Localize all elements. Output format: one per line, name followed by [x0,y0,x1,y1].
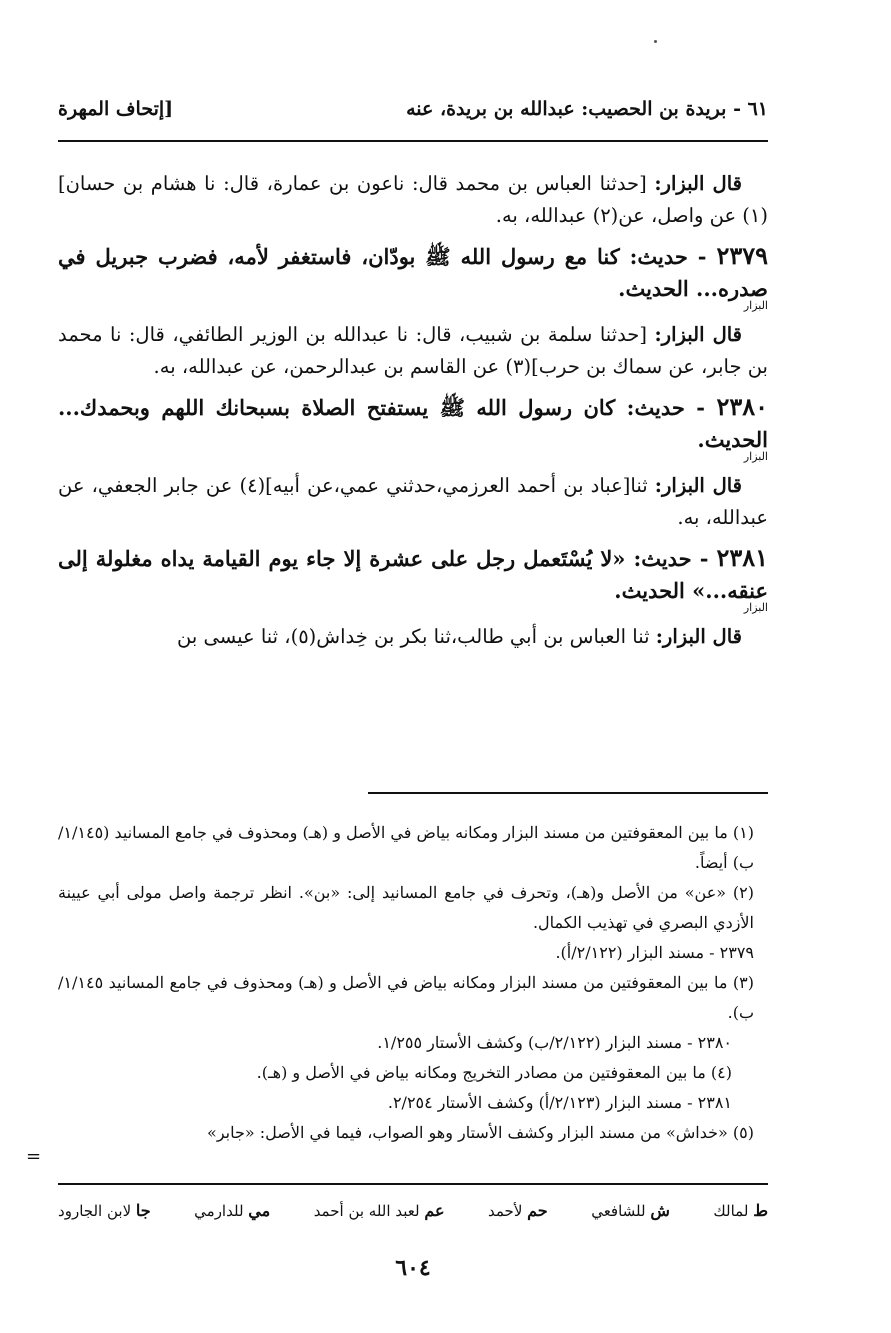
abbreviation-desc: لمالك [713,1202,749,1220]
abbreviation-code: مي [248,1201,271,1220]
footnote: ٢٣٨٠ - مسند البزار (٢/١٢٢/ب) وكشف الأستار ١/٢٥٥. [377,1033,732,1052]
footnote: ٢٣٨١ - مسند البزار (٢/١٢٣/أ) وكشف الأستار ٢/٢٥٤. [387,1093,732,1112]
hadith-text: - حديث: كان رسول الله ﷺ يستفتح الصلاة بسبحانك اللهم وبحمدك... الحديث. [58,395,768,452]
abbreviation-code: ط [753,1201,768,1220]
footnote: (٥) «خداش» من مسند البزار وكشف الأستار وهو الصواب، فيما في الأصل: «جابر» [207,1123,754,1142]
footnote: (٤) ما بين المعقوفتين من مصادر التخريج ومكانه بياض في الأصل و (هـ). [256,1063,732,1082]
book-title: [إتحاف المهرة [58,98,174,120]
abbreviation-code: ش [650,1201,670,1220]
abbreviation-item [488,1198,548,1224]
isnad-paragraph [58,470,768,534]
abbreviation-desc: لعبد الله بن أحمد [313,1202,420,1220]
source-tag: البزار [743,450,768,463]
hadith-entry [58,542,768,613]
main-text [58,168,768,661]
continuation-mark: = [26,1146,42,1167]
footnote: ٢٣٧٩ - مسند البزار (٢/١٢٢/أ). [555,943,754,962]
abbreviation-desc: للدارمي [194,1202,244,1220]
source-tag: البزار [743,299,768,312]
hadith-text: - حديث: كنا مع رسول الله ﷺ بودّان، فاستغفر لأمه، فضرب جبريل في صدره... الحديث. [58,244,768,301]
isnad-text: ثنا[عباد بن أحمد العرزمي،حدثني عمي،عن أبيه](٤) عن جابر الجعفي، عن عبدالله، به. [58,474,768,529]
abbreviation-code: حم [527,1201,548,1220]
isnad-text: ثنا العباس بن أبي طالب،ثنا بكر بن خِداش(٥)، ثنا عيسى بن [176,625,650,648]
isnad-paragraph [58,168,768,232]
isnad-paragraph [58,621,768,653]
source-tag: البزار [743,601,768,614]
hadith-text: - حديث: «لا يُسْتَعمل رجل على عشرة إلا جاء يوم القيامة يداه مغلولة إلى عنقه...» الحديث. [58,546,768,603]
footnote: (١) ما بين المعقوفتين من مسند البزار ومكانه بياض في الأصل و (هـ) ومحذوف في جامع المسانيد (١/١٤٥/ب) أيضاً. [58,823,754,872]
abbreviation-item [58,1198,151,1224]
footnote-divider [368,792,768,794]
hadith-number: ٢٣٨١ [716,543,768,572]
abbreviation-code: جا [135,1201,151,1220]
abbreviation-item [713,1198,768,1224]
isnad-paragraph [58,319,768,383]
footnotes [58,818,768,1148]
abbreviation-desc: لأحمد [488,1202,523,1220]
hadith-entry [58,391,768,462]
narrator-label: قال البزار: [654,172,742,195]
hadith-number: ٢٣٨٠ [716,392,768,421]
abbreviation-code: عم [424,1201,445,1220]
narrator-label: قال البزار: [654,323,743,346]
isnad-text: [حدثنا العباس بن محمد قال: ناعون بن عمارة، قال: نا هشام بن حسان](١) عن واصل، عن(٢) عبدالله، به. [58,172,768,227]
footnote: (٣) ما بين المعقوفتين من مسند البزار ومكانه بياض في الأصل و (هـ) ومحذوف في جامع المسانيد ١/١٤٥/ب). [58,973,754,1022]
chapter-title: ٦١ - بريدة بن الحصيب: عبدالله بن بريدة، عنه [406,98,768,120]
running-head [58,92,768,126]
abbreviation-item [194,1198,270,1224]
abbreviation-desc: للشافعي [591,1202,646,1220]
book-page [26,0,769,1333]
header-divider [58,140,768,142]
narrator-label: قال البزار: [655,625,742,648]
hadith-entry [58,240,768,311]
abbreviation-item [591,1198,670,1224]
narrator-label: قال البزار: [654,474,742,497]
abbreviation-key [58,1198,768,1224]
page-number: ٦٠٤ [395,1255,431,1281]
isnad-text: [حدثنا سلمة بن شبيب، قال: نا عبدالله بن الوزير الطائفي، قال: نا محمد بن جابر، عن سماك بن حرب](٣) عن القاسم بن عبدالرحمن، عن عبدالله، به. [58,323,768,378]
abbreviation-item [314,1198,445,1224]
abbreviation-divider [58,1183,768,1185]
footnote: (٢) «عن» من الأصل و(هـ)، وتحرف في جامع المسانيد إلى: «بن». انظر ترجمة واصل مولى أبي عيينة الأزدي البصري في تهذيب الكمال. [58,883,754,932]
abbreviation-desc: لابن الجارود [58,1202,132,1220]
hadith-number: ٢٣٧٩ [716,241,769,270]
